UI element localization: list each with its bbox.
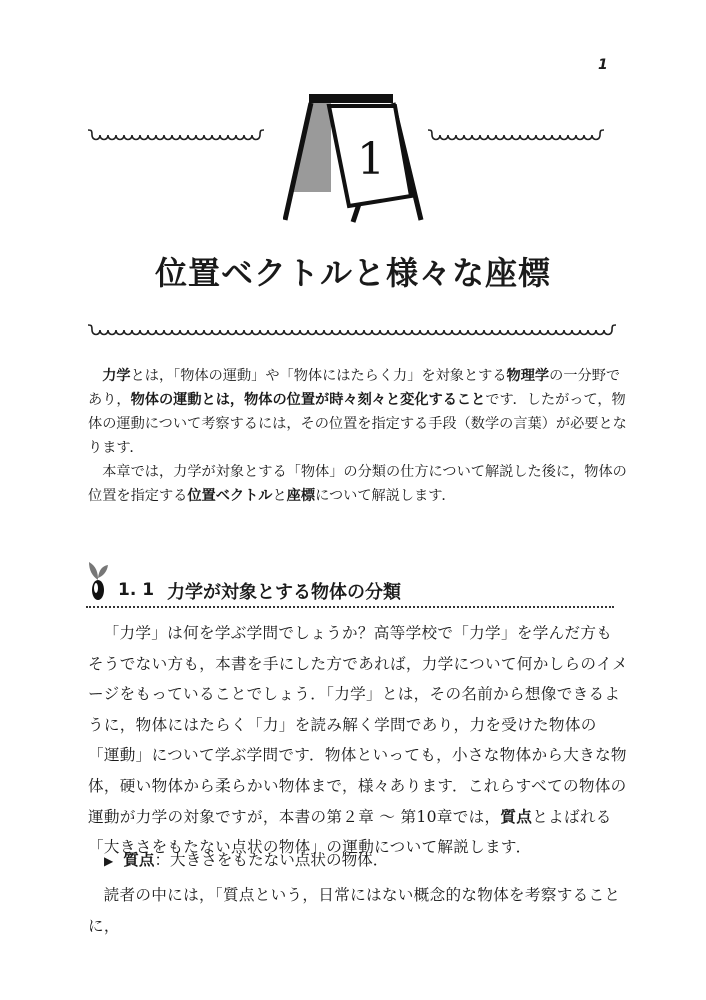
left-scallop-ornament: [88, 127, 276, 149]
text-run: と: [272, 488, 287, 504]
body-paragraph-2: 読者の中には，「質点という，日常にはない概念的な物体を考察することに，: [88, 886, 621, 935]
bold-term: 座標: [286, 488, 316, 504]
section-body-continued: [88, 880, 628, 941]
section-heading: [86, 554, 616, 608]
chapter-introduction: [88, 364, 628, 508]
section-title: 力学が対象とする物体の分類: [167, 582, 401, 603]
chapter-title: 位置ベクトルと様々な座標: [154, 254, 551, 292]
chapter-sign-icon: [283, 92, 425, 224]
section-body: [88, 618, 628, 863]
intro-paragraph-1: [88, 364, 628, 460]
body-paragraph-1: [88, 618, 628, 863]
intro-paragraph-2: [88, 460, 628, 508]
text-run: とよばれる「大きさをもたない点状の物体」の運動について解説します．: [88, 807, 612, 857]
bold-term: 物体の運動とは，物体の位置が時々刻々と変化すること: [130, 392, 486, 408]
bold-term: 位置ベクトル: [187, 488, 273, 504]
text-run: 「力学」は何を学ぶ学問でしょうか？高等学校で「力学」を学んだ方もそうでない方も，本書を手にした方であれば，力学について何かしらのイメージをもっていることでしょう．「力学」とは，その名前から想像できるように，物体にはたらく「力」を読み解く学問であり，力を受けた物体の「運動」について学ぶ学問です．物体といっても，小さな物体から大きな物体，硬い物体から柔らかい物体まで，様々あります．これらすべての物体の運動が力学の対象ですが，本書の第２章 ～ 第10章では，: [88, 624, 628, 826]
bold-term: 質点: [500, 807, 533, 826]
section-number: 1. 1: [118, 580, 155, 600]
text-run: です．したがって，物体の運動について考察するには，その位置を指定する手段（数学の言葉）が必要となります．: [88, 392, 627, 456]
definition-text: ：大きさをもたない点状の物体．: [154, 851, 389, 869]
sprout-icon: [86, 554, 110, 602]
text-run: の一分野であり，: [88, 368, 621, 408]
title-underline-scallop: [88, 322, 618, 342]
bold-term: 物理学: [506, 368, 550, 384]
triangle-bullet-icon: ▶: [104, 854, 114, 868]
bold-term: 力学: [102, 368, 131, 384]
page-number: 1: [598, 57, 608, 73]
definition-term: 質点: [123, 851, 155, 869]
text-run: について解説します．: [315, 488, 456, 504]
text-run: 本章では，力学が対象とする「物体」の分類の仕方について解説した後に，物体の位置を指定する: [88, 464, 627, 504]
right-scallop-ornament: [428, 127, 616, 149]
text-run: とは，「物体の運動」や「物体にはたらく力」を対象とする: [130, 368, 507, 384]
definition-line: [104, 848, 388, 870]
chapter-number: 1: [357, 134, 385, 185]
section-dotted-rule: [86, 606, 614, 608]
